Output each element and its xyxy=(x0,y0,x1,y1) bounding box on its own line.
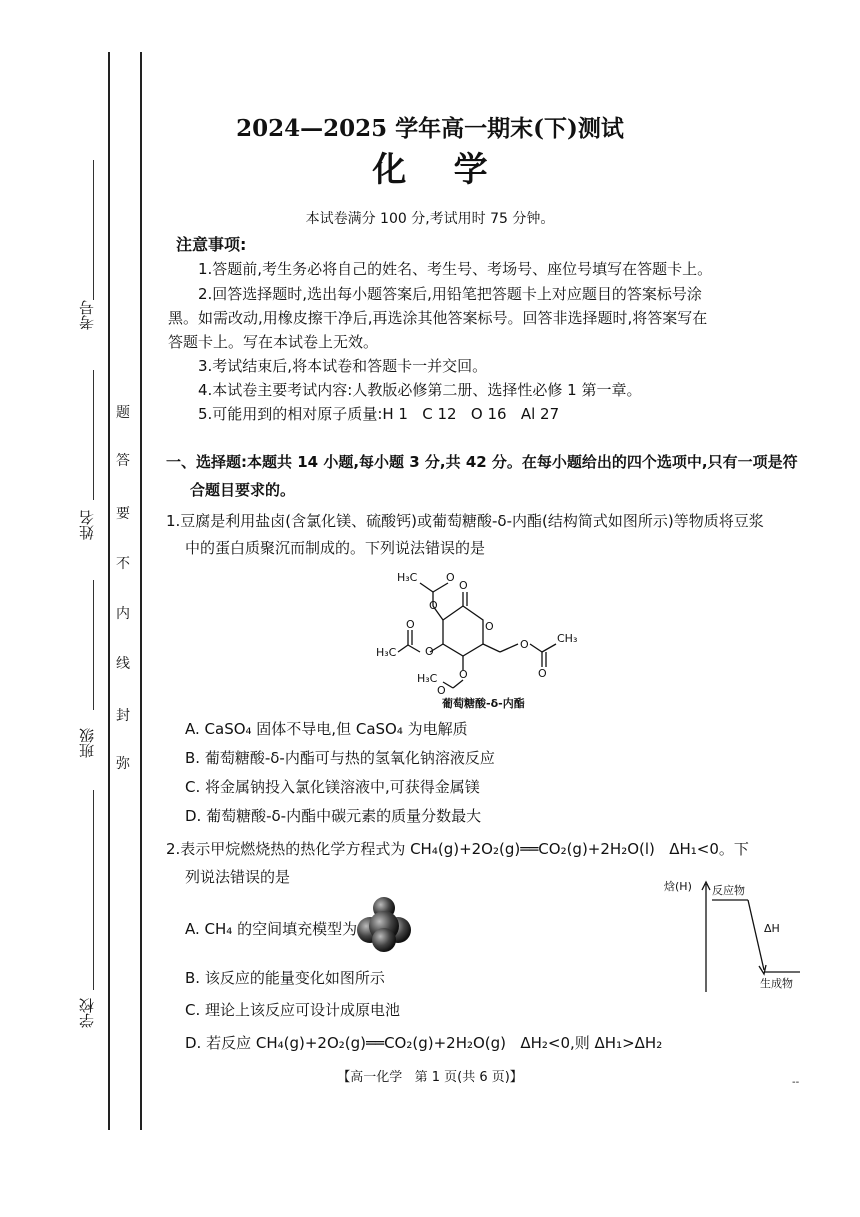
notice-line: 3.考试结束后,将本试卷和答题卡一并交回。 xyxy=(198,357,488,375)
exam-subject: 化 学 xyxy=(372,150,488,190)
label-xuexiao: 学校 xyxy=(78,998,96,1028)
struct-ch3-right: CH₃ xyxy=(557,632,578,645)
q2-stem-cont: 列说法错误的是 xyxy=(185,868,291,886)
struct-o: O xyxy=(429,599,438,612)
diagram-y-label: 焓(H) xyxy=(664,880,692,893)
seal-char: 封 xyxy=(116,708,130,724)
gdl-structure xyxy=(370,562,610,712)
blank-line-xingming xyxy=(93,370,94,500)
struct-o: O xyxy=(485,620,494,633)
structure-caption: 葡萄糖酸-δ-内酯 xyxy=(442,697,525,710)
notice-heading: 注意事项: xyxy=(176,235,247,254)
score-note: 本试卷满分 100 分,考试用时 75 分钟。 xyxy=(305,211,555,227)
label-kaohao: 考号 xyxy=(78,300,96,330)
notice-line: 黑。如需改动,用橡皮擦干净后,再选涂其他答案标号。回答非选择题时,将答案写在 xyxy=(168,309,708,327)
q1-option-c: C. 将金属钠投入氯化镁溶液中,可获得金属镁 xyxy=(185,778,480,796)
notice-line: 2.回答选择题时,选出每小题答案后,用铅笔把答题卡上对应题目的答案标号涂 xyxy=(198,285,702,303)
struct-ch3-bottom: H₃C xyxy=(417,672,438,685)
struct-ch3-top: H₃C xyxy=(397,571,418,584)
notice-line: 5.可能用到的相对原子质量:H 1 C 12 O 16 Al 27 xyxy=(198,405,560,423)
section1-heading-cont: 合题目要求的。 xyxy=(190,481,296,499)
q1-option-a: A. CaSO₄ 固体不导电,但 CaSO₄ 为电解质 xyxy=(185,720,468,738)
q1-option-d: D. 葡萄糖酸-δ-内酯中碳元素的质量分数最大 xyxy=(185,807,482,825)
struct-o: O xyxy=(425,645,434,658)
q2-option-a: A. CH₄ 的空间填充模型为 xyxy=(185,920,358,938)
q2-option-b: B. 该反应的能量变化如图所示 xyxy=(185,969,385,987)
exam-title: 2024—2025 学年高一期末(下)测试 xyxy=(236,115,624,142)
corner-mark: -- xyxy=(792,1077,800,1088)
blank-line-banji xyxy=(93,580,94,710)
q2-option-c: C. 理论上该反应可设计成原电池 xyxy=(185,1001,401,1019)
ch4-space-filling-model xyxy=(356,896,412,954)
seal-char: 答 xyxy=(116,453,130,469)
diagram-reactant: 反应物 xyxy=(712,884,745,897)
diagram-delta-h: ΔH xyxy=(764,922,780,935)
seal-char: 内 xyxy=(116,606,130,622)
seal-char: 要 xyxy=(116,506,130,522)
label-banji: 班级 xyxy=(78,728,96,758)
struct-o: O xyxy=(406,618,415,631)
diagram-product: 生成物 xyxy=(760,977,793,990)
label-xingming: 姓名 xyxy=(78,510,96,540)
q1-stem: 1.豆腐是利用盐卤(含氯化镁、硫酸钙)或葡萄糖酸-δ-内酯(结构简式如图所示)等物质将豆浆 xyxy=(166,512,764,530)
struct-o: O xyxy=(520,638,529,651)
struct-o: O xyxy=(446,571,455,584)
notice-line: 1.答题前,考生务必将自己的姓名、考生号、考场号、座位号填写在答题卡上。 xyxy=(198,260,713,278)
notice-line: 4.本试卷主要考试内容:人教版必修第二册、选择性必修 1 第一章。 xyxy=(198,381,642,399)
struct-o: O xyxy=(437,684,446,697)
blank-line-xuexiao xyxy=(93,790,94,990)
seal-char: 弥 xyxy=(116,756,130,772)
q2-option-d: D. 若反应 CH₄(g)+2O₂(g)══CO₂(g)+2H₂O(g) ΔH₂<0,则 ΔH₁>ΔH₂ xyxy=(185,1034,663,1052)
q1-stem-cont: 中的蛋白质聚沉而制成的。下列说法错误的是 xyxy=(185,539,486,557)
seal-char: 不 xyxy=(116,556,130,572)
struct-o: O xyxy=(538,667,547,680)
struct-ch3-left: H₃C xyxy=(376,646,397,659)
q2-stem: 2.表示甲烷燃烧热的热化学方程式为 CH₄(g)+2O₂(g)══CO₂(g)+2H₂O(l) ΔH₁<0。下 xyxy=(166,840,749,858)
struct-o: O xyxy=(459,579,468,592)
seal-char: 线 xyxy=(116,656,130,672)
energy-diagram xyxy=(660,870,810,995)
notice-line: 答题卡上。写在本试卷上无效。 xyxy=(168,333,379,351)
section1-heading: 一、选择题:本题共 14 小题,每小题 3 分,共 42 分。在每小题给出的四个选项中,只有一项是符 xyxy=(166,453,798,471)
page-footer: 【高一化学 第 1 页(共 6 页)】 xyxy=(337,1070,523,1085)
struct-o: O xyxy=(459,668,468,681)
seal-char: 题 xyxy=(116,405,130,421)
q1-option-b: B. 葡萄糖酸-δ-内酯可与热的氢氧化钠溶液反应 xyxy=(185,749,495,767)
